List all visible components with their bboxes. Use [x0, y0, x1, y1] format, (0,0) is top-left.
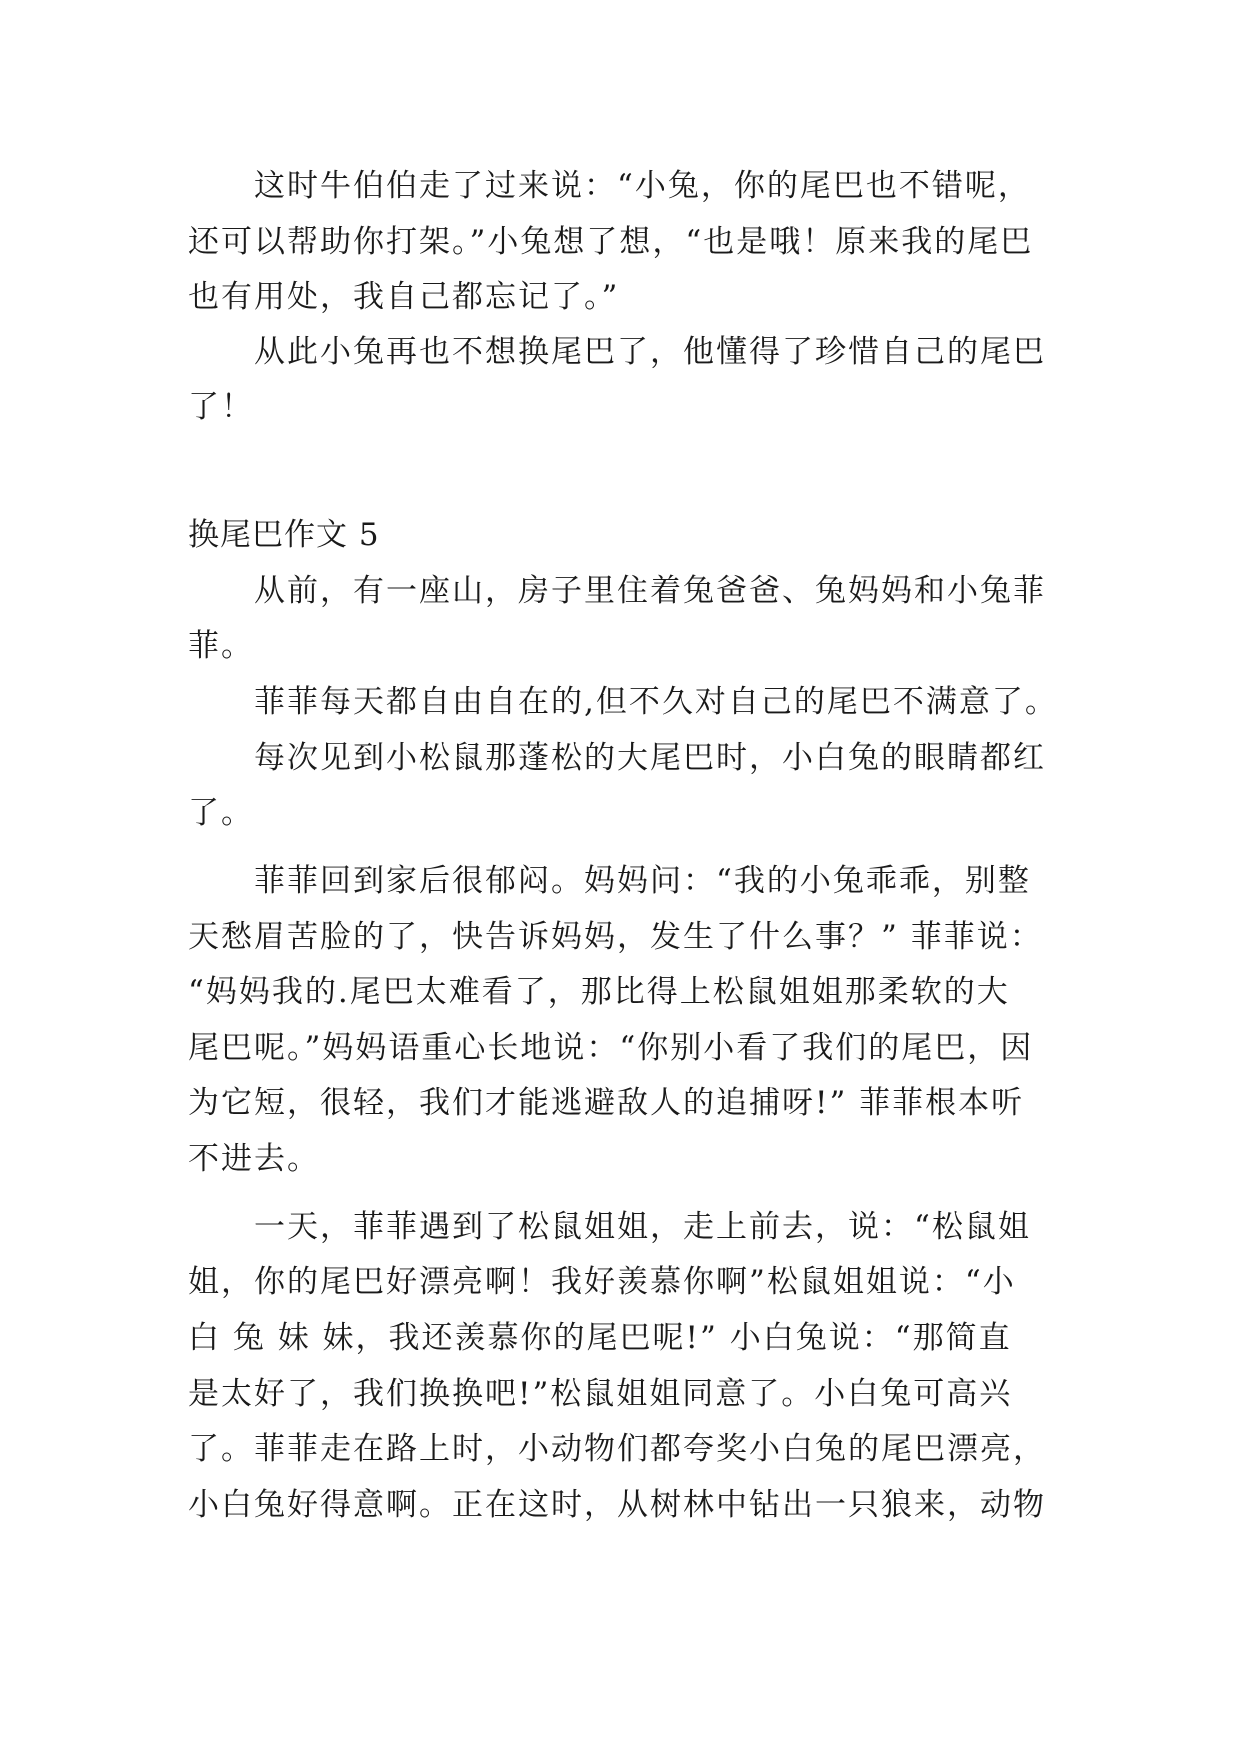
- paragraph-line: 每次见到小松鼠那蓬松的大尾巴时，小白兔的眼睛都红: [254, 740, 1046, 776]
- paragraph-line: 从此小兔再也不想换尾巴了，他懂得了珍惜自己的尾巴: [254, 334, 1046, 370]
- section-heading: 换尾巴作文 5: [188, 517, 380, 553]
- paragraph-line: 天愁眉苦脸的了，快告诉妈妈，发生了什么事？” 菲菲说：: [188, 919, 1043, 955]
- paragraph-line: 菲菲回到家后很郁闷。妈妈问：“我的小兔乖乖，别整: [254, 863, 1031, 899]
- paragraph-line: 姐，你的尾巴好漂亮啊！我好羡慕你啊”松鼠姐姐说：“小: [188, 1264, 1016, 1300]
- paragraph-line: “妈妈我的.尾巴太难看了，那比得上松鼠姐姐那柔软的大: [188, 974, 1010, 1010]
- paragraph-line: 从前，有一座山，房子里住着兔爸爸、兔妈妈和小兔菲: [254, 573, 1046, 609]
- paragraph-line: 不进去。: [188, 1141, 320, 1177]
- paragraph-line: 小白兔好得意啊。正在这时，从树林中钻出一只狼来，动物: [188, 1487, 1046, 1523]
- paragraph-line: 是太好了，我们换换吧!”松鼠姐姐同意了。小白兔可高兴: [188, 1376, 1013, 1412]
- paragraph-line: 这时牛伯伯走了过来说：“小兔，你的尾巴也不错呢，: [254, 168, 1031, 204]
- paragraph-line: 菲。: [188, 628, 254, 664]
- paragraph-line: 为它短，很轻，我们才能逃避敌人的追捕呀!” 菲菲根本听: [188, 1085, 1025, 1121]
- paragraph-line: 一天，菲菲遇到了松鼠姐姐，走上前去，说：“松鼠姐: [254, 1209, 1031, 1245]
- paragraph-line: 尾巴呢。”妈妈语重心长地说：“你别小看了我们的尾巴，因: [188, 1030, 1034, 1066]
- paragraph-line: 也有用处，我自己都忘记了。”: [188, 279, 620, 315]
- paragraph-line: 了！: [188, 389, 254, 425]
- paragraph-line: 了。菲菲走在路上时，小动物们都夸奖小白兔的尾巴漂亮，: [188, 1431, 1046, 1467]
- paragraph-line: 了。: [188, 795, 254, 831]
- paragraph-line: 菲菲每天都自由自在的,但不久对自己的尾巴不满意了。: [254, 684, 1058, 720]
- paragraph-line: 白 兔 妹 妹，我还羡慕你的尾巴呢!” 小白兔说：“那简直: [188, 1320, 1012, 1356]
- paragraph-line: 还可以帮助你打架。”小兔想了想，“也是哦！原来我的尾巴: [188, 224, 1034, 260]
